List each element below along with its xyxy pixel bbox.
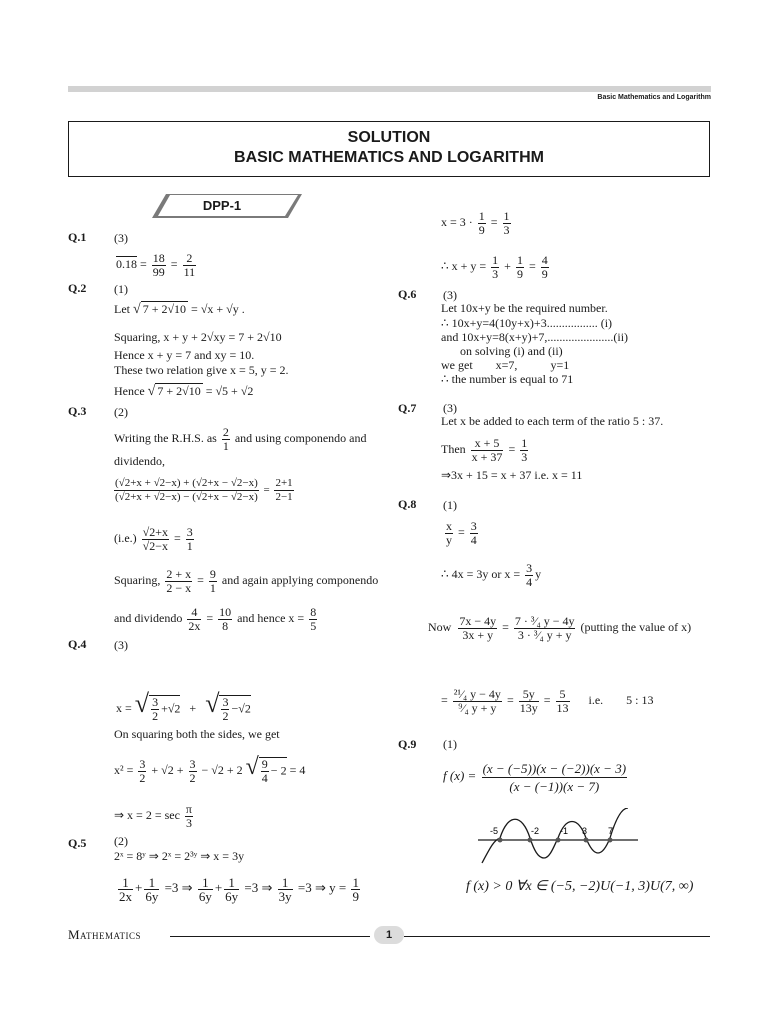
q2-line1: Let √ 7 + 2√10 = √x + √y .	[114, 302, 245, 317]
q3-big-fraction: $\frac{(√2+x + √2-x) + (√2+x - √2-x)}{(√2+x + √2-x) - (√2+x - √2-x)}$ = $\frac{2+1}{2-1}$	[115, 476, 293, 503]
cont-f1	[478, 210, 486, 237]
q9-function	[443, 756, 629, 796]
q8-ie: i.e.	[588, 693, 604, 707]
q8-line1	[443, 516, 480, 548]
q6-label: Q.6	[398, 287, 417, 301]
q5-f1	[118, 876, 133, 903]
q5-e2: =3 ⇒	[244, 880, 273, 895]
q4-cn: 9	[261, 757, 268, 772]
q3-answer: (2)	[114, 405, 128, 419]
q4-cd: 4	[261, 771, 268, 786]
cont-l2a: ∴ x + y =	[441, 259, 487, 273]
q8-f8	[556, 688, 570, 715]
q3-sqd: 2 − x	[166, 580, 192, 595]
root-dot	[608, 838, 613, 843]
q3-xd: 5	[310, 618, 317, 633]
q5-f6n: 1	[352, 874, 359, 890]
footer-rule-right	[404, 936, 710, 937]
root-label: -2	[531, 826, 540, 836]
q2-l1c: = √x + √y .	[191, 302, 245, 316]
dpp-label: DPP-1	[202, 198, 242, 213]
q5-f5n: 1	[278, 876, 293, 890]
q8-f3	[525, 562, 533, 589]
q7-n1: x + 5	[471, 437, 504, 451]
q3-ie-rhs	[186, 526, 194, 553]
q3-bign: (√2+x + √2−x) + (√2+x − √2−x)	[115, 476, 258, 489]
q7-d1: x + 37	[471, 449, 503, 464]
q4-bt: − √2 + 2	[201, 763, 243, 777]
q5-f4n: 1	[224, 876, 239, 890]
q4-r1d: 2	[152, 709, 159, 724]
q4-pi-frac	[185, 803, 193, 830]
footer-rule-left	[170, 936, 370, 937]
cont-n5: 4	[541, 252, 548, 267]
q9-fx: f (x) =	[443, 768, 477, 783]
q4-bd: 2	[189, 770, 196, 785]
q1-solution	[116, 250, 198, 279]
q5-f5d: 3y	[278, 888, 292, 904]
q6-line2: ∴ 10x+y=4(10y+x)+3................. (i)	[441, 316, 613, 330]
q3-a-frac	[187, 606, 201, 633]
dpp-badge	[148, 192, 304, 220]
q8-f5	[514, 615, 576, 642]
cont-eq: =	[490, 215, 498, 229]
q8-line3	[428, 607, 691, 647]
q9-den: (x − (−1))(x − 7)	[509, 778, 600, 794]
title-line2: BASIC MATHEMATICS AND LOGARITHM	[234, 149, 544, 166]
root-label: -1	[560, 826, 569, 836]
q4-plus: +	[189, 701, 197, 715]
q6-l5c: y=1	[550, 358, 570, 372]
cont-eq2: =	[528, 259, 536, 273]
q3-sqrn: 9	[209, 566, 216, 581]
q8-f6	[453, 688, 502, 715]
q5-f2n: 1	[144, 876, 159, 890]
q3-ien: √2+x	[142, 524, 169, 539]
q9-answer: (1)	[443, 737, 457, 751]
q7-line1: Let x be added to each term of the ratio 5 : 37.	[441, 414, 664, 428]
q5-f2	[144, 876, 159, 903]
q8-now: Now	[428, 620, 452, 634]
q3-ab: and hence x =	[237, 611, 305, 625]
q5-answer: (2)	[114, 834, 128, 848]
q3-ard: 8	[222, 618, 229, 633]
q7-answer: (3)	[443, 401, 457, 415]
q8-n3: 3	[526, 560, 533, 575]
q4-line2: On squaring both the sides, we get	[114, 727, 280, 741]
q7-eq: =	[508, 442, 516, 456]
q3-frac-rhs	[222, 426, 230, 453]
q3-sqrd: 1	[209, 580, 216, 595]
cont-n4: 1	[516, 252, 523, 267]
q3-squaring: Squaring, $\frac{2 + x}{2 - x}$ = $\frac{9}{1}$ and again applying componendo	[114, 566, 379, 595]
q4-l4: ⇒ x = 2 = sec	[114, 808, 180, 822]
q3-sqb: and again applying componendo	[221, 573, 379, 587]
q3-sq-rhs	[209, 568, 217, 595]
q3-ad: 2x	[188, 618, 201, 633]
q8-n1: x	[446, 518, 452, 533]
q5-f1n: 1	[118, 876, 133, 890]
q9-frac	[482, 760, 627, 795]
q2-label: Q.2	[68, 281, 87, 295]
q3-ie-label: (i.e.)	[114, 531, 137, 545]
q3-sq: Squaring,	[114, 573, 161, 587]
title-box	[68, 121, 710, 177]
q1-eq2: =	[170, 257, 178, 271]
q9-result: f (x) > 0 ∀x ∈ (−5, −2)U(−1, 3)U(7, ∞)	[466, 879, 694, 894]
q3-ier-d: 1	[186, 538, 193, 553]
q4-bn: 3	[189, 756, 196, 771]
q8-n5: 7 · ³⁄₄ y − 4y	[514, 613, 575, 628]
q4-r1n: 3	[152, 695, 159, 710]
q4-ce: = 4	[289, 763, 306, 777]
q3-l1a: Writing the R.H.S. as	[114, 431, 217, 445]
q4-line1: x = √ $\frac{3}{2}$ +√2 + √ $\frac{3}{2}$ −√2	[116, 689, 251, 724]
cont-f4	[516, 254, 524, 281]
q8-n8: 5	[556, 688, 570, 702]
q4-r1t: +√2	[161, 701, 181, 716]
q5-f3	[198, 876, 213, 903]
q6-line6: ∴ the number is equal to 71	[441, 372, 574, 386]
q4-x: x =	[116, 701, 132, 715]
q4-line4	[114, 800, 195, 830]
q3-sqn: 2 + x	[166, 566, 192, 581]
q4-ad: 2	[139, 770, 146, 785]
q2-l5a: Hence	[114, 384, 145, 398]
cont-n1: 1	[478, 208, 485, 223]
q1-f2n: 2	[183, 252, 197, 266]
q5-f3n: 1	[198, 876, 213, 890]
q1-f2d: 11	[183, 264, 196, 279]
q3-ier-n: 3	[186, 524, 193, 539]
cont-d1: 9	[478, 222, 485, 237]
root-dot	[556, 838, 561, 843]
cont-line1	[441, 206, 513, 238]
q4-r2-frac	[221, 696, 229, 723]
q5-f4d: 6y	[225, 888, 239, 904]
q3-ie: (i.e.) $\frac{√2+x}{√2-x}$ = $\frac{3}{1}$	[114, 524, 193, 553]
q5-e1: =3 ⇒	[164, 880, 193, 895]
q1-recurring: 0.18	[116, 257, 137, 271]
q8-eq5: =	[543, 693, 551, 707]
q3-an: 4	[187, 606, 201, 620]
q4-answer: (3)	[114, 638, 128, 652]
q4-pid: 3	[185, 815, 192, 830]
cont-d5: 9	[541, 266, 548, 281]
q6-l5b: x=7,	[495, 358, 518, 372]
q6-line4: on solving (i) and (ii)	[460, 344, 563, 358]
cont-f5	[541, 254, 549, 281]
q8-d6: ⁹⁄₄ y + y	[458, 700, 497, 715]
q8-put: (putting the value of x)	[580, 620, 692, 634]
title-line1: SOLUTION	[347, 129, 431, 146]
q2-l5c: = √5 + √2	[205, 384, 254, 398]
q3-x-frac	[309, 606, 317, 633]
q8-eq: =	[458, 525, 465, 539]
q8-d8: 13	[556, 700, 569, 715]
q4-label: Q.4	[68, 637, 87, 651]
running-title: Basic Mathematics and Logarithm	[597, 94, 711, 101]
footer-subject: Mathematics	[68, 927, 142, 942]
q2-line2: Squaring, x + y + 2√xy = 7 + 2√10	[114, 330, 282, 344]
q8-label: Q.8	[398, 497, 417, 511]
q3-ie-frac	[142, 526, 169, 553]
q8-f1	[445, 520, 453, 547]
q4-r2n: 3	[222, 695, 229, 710]
q3-line2: dividendo,	[114, 454, 165, 468]
q8-f4	[458, 615, 497, 642]
root-dot	[498, 838, 503, 843]
q4-an: 3	[139, 756, 146, 771]
q1-f1n: 18	[152, 250, 165, 265]
q7-n2: 1	[521, 435, 528, 450]
q4-r2t: −√2	[231, 701, 251, 716]
q3-rd: 2−1	[275, 490, 293, 503]
cont-d2: 3	[503, 222, 510, 237]
q4-r2d: 2	[222, 709, 229, 724]
q4-x2: x² =	[114, 763, 134, 777]
q4-ct: − 2	[270, 763, 287, 778]
q8-d5: 3 · ³⁄₄ y + y	[517, 627, 572, 642]
cont-d3: 3	[492, 266, 499, 281]
q8-f7	[519, 688, 539, 715]
q1-frac1	[152, 252, 166, 279]
q5-line2: $\frac{1}{2x}$ + $\frac{1}{6y}$ =3 ⇒ $\frac{1}{6y}$ + $\frac{1}{6y}$ =3 ⇒ $\frac{1}{3y}$ =3 ⇒ y = $\frac{1}{9}$	[119, 874, 359, 904]
q7-line2	[441, 433, 530, 465]
q4-a-frac	[138, 758, 146, 785]
cont-f3	[491, 254, 499, 281]
q8-n6: ²¹⁄₄ y − 4y	[453, 686, 501, 701]
q8-line2	[441, 558, 541, 590]
q6-line5	[441, 358, 569, 372]
q5-e3: =3 ⇒ y =	[297, 880, 347, 895]
q1-eq: =	[140, 257, 147, 271]
q5-label: Q.5	[68, 836, 87, 850]
cont-n3: 1	[492, 252, 499, 267]
q8-eq4: =	[506, 693, 514, 707]
graph-curve	[482, 808, 628, 863]
q8-d7: 13y	[519, 700, 538, 715]
q3-line1	[114, 424, 367, 453]
q1-frac2	[183, 252, 197, 279]
q7-then: Then	[441, 442, 466, 456]
q6-answer: (3)	[443, 288, 457, 302]
q3-final: and dividendo $\frac{4}{2x}$ = $\frac{10}{8}$ and hence x = $\frac{8}{5}$	[114, 604, 317, 633]
header-rule	[68, 86, 711, 92]
q3-xn: 8	[310, 604, 317, 619]
q6-line3: and 10x+y=8(x+y)+7,......................(ii)	[441, 330, 629, 344]
q9-label: Q.9	[398, 737, 417, 751]
q4-pin: π	[185, 801, 192, 816]
q8-l2a: ∴ 4x = 3y or x =	[441, 567, 521, 581]
q3-rhs-frac	[274, 477, 293, 504]
q4-r1-frac	[151, 696, 159, 723]
q8-n2: 3	[470, 518, 477, 533]
q6-line1: Let 10x+y be the required number.	[441, 301, 608, 315]
q5-line1: 2ˣ = 8ʸ ⇒ 2ˣ = 2³ʸ ⇒ x = 3y	[114, 849, 245, 863]
cont-pl: +	[504, 259, 511, 273]
q7-f1	[471, 437, 504, 464]
root-label: 3	[582, 826, 588, 836]
q8-d1: y	[446, 532, 452, 547]
page-number: 1	[374, 926, 404, 944]
q3-l1d: 1	[222, 438, 229, 453]
sign-scheme-graph	[478, 808, 638, 864]
q4-b-frac	[189, 758, 197, 785]
cont-l1a: x = 3 ·	[441, 215, 473, 229]
q3-arn: 10	[219, 604, 232, 619]
q8-line4	[441, 680, 654, 720]
q2-line3: Hence x + y = 7 and xy = 10.	[114, 348, 255, 362]
q8-ratio: 5 : 13	[626, 693, 654, 707]
root-dot	[584, 838, 589, 843]
q8-n7: 5y	[519, 688, 539, 702]
q7-label: Q.7	[398, 401, 417, 415]
root-label: -5	[490, 826, 499, 836]
q8-f2	[470, 520, 478, 547]
q1-answer: (3)	[114, 231, 128, 245]
q1-f1d: 99	[152, 264, 165, 279]
q9-num: (x − (−5))(x − (−2))(x − 3)	[482, 760, 627, 776]
q3-bigd: (√2+x + √2−x) − (√2+x − √2−x)	[115, 490, 258, 503]
q8-eq2: =	[502, 620, 509, 634]
q7-line3: ⇒3x + 15 = x + 37 i.e. x = 11	[441, 468, 583, 482]
q7-f2	[520, 437, 528, 464]
q2-l1a: Let	[114, 302, 130, 316]
q3-l1n: 2	[222, 424, 229, 439]
q2-l5b: 7 + 2√10	[157, 384, 201, 398]
cont-line2	[441, 250, 551, 282]
q3-sq-frac	[165, 568, 192, 595]
cont-f2	[503, 210, 511, 237]
q8-n4: 7x − 4y	[459, 613, 497, 628]
q2-answer: (1)	[114, 282, 128, 296]
q4-line3: x² = $\frac{3}{2}$ + √2 + $\frac{3}{2}$ − √2 + 2 √ $\frac{9}{4}$ − 2 = 4	[114, 754, 306, 786]
q5-f1d: 2x	[119, 888, 132, 904]
q5-f6d: 9	[352, 888, 359, 904]
q3-ar-frac	[218, 606, 232, 633]
q3-l1b: and using componendo and	[234, 431, 367, 445]
root-label: 7	[608, 826, 614, 836]
cont-d4: 9	[516, 266, 523, 281]
q5-f2d: 6y	[145, 888, 159, 904]
root-dot	[528, 838, 533, 843]
q5-f5	[278, 876, 293, 903]
q5-f4	[224, 876, 239, 903]
q8-answer: (1)	[443, 498, 457, 512]
q4-c-frac	[261, 758, 269, 785]
q8-d2: 4	[470, 532, 477, 547]
q7-d2: 3	[521, 449, 528, 464]
q3-rn: 2+1	[275, 476, 293, 489]
cont-n2: 1	[503, 208, 510, 223]
q8-d4: 3x + y	[462, 627, 494, 642]
q3-and: and dividendo	[114, 611, 183, 625]
q2-line5: Hence √ 7 + 2√10 = √5 + √2	[114, 384, 254, 399]
q2-line4: These two relation give x = 5, y = 2.	[114, 363, 289, 377]
q8-eq3: =	[441, 693, 448, 707]
q1-label: Q.1	[68, 230, 87, 244]
q2-l1b: 7 + 2√10	[142, 302, 187, 316]
q4-at: + √2 +	[151, 763, 184, 777]
q8-d3: 4	[526, 574, 533, 589]
q3-label: Q.3	[68, 404, 87, 418]
q5-f6	[351, 876, 360, 903]
q5-f3d: 6y	[198, 888, 212, 904]
q3-ied: √2−x	[142, 538, 169, 553]
q6-l5a: we get	[441, 358, 473, 372]
q8-l2b: y	[535, 567, 542, 581]
q3-big-frac	[114, 477, 259, 504]
